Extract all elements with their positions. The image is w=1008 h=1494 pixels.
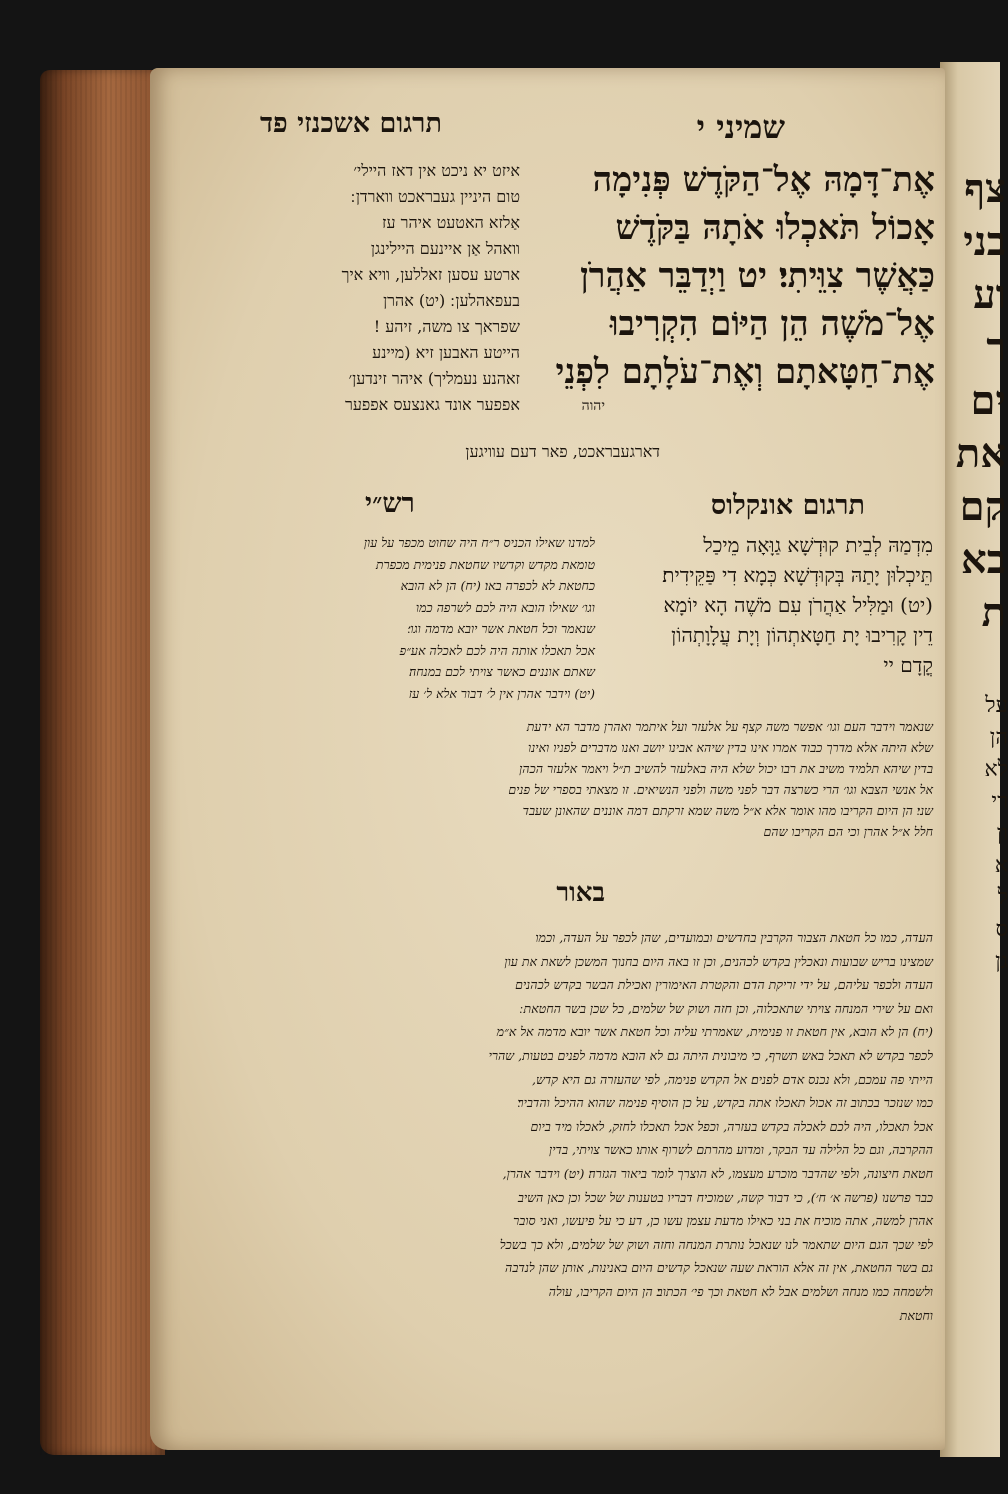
rashi-line: וגו׳ שאילו הובא היה לכם לשרפה כמו xyxy=(415,599,595,615)
facing-page-text-line: א xyxy=(994,853,1008,878)
torah-text-line: אֶל־מֹשֶׁה הֵן הַיּוֹם הִקְרִיבוּ xyxy=(609,304,935,344)
biur-line: לכפר בקדש לא תאכל באש תשרף, כי מיבונית היתה גם לא הובא מדמה לפנים בטעות, שהרי xyxy=(488,1047,933,1063)
torah-text-line: אֶת־חַטָּאתָם וְאֶת־עֹלָתָם לִפְנֵי xyxy=(555,352,935,392)
facing-page-text-line: בני xyxy=(963,218,1006,265)
facing-page-text-line: ל xyxy=(997,885,1008,910)
onkelos-block xyxy=(603,530,933,680)
rashi-line: שנאמר וכל חטאת אשר יובא מדמה וגו׳׃ xyxy=(407,621,595,636)
facing-page-text-line: ס xyxy=(995,917,1008,942)
rashi-line: בדין שיהא תלמיד משיב את רבו יכול שלא היה באלעזר להשיב ת״ל ויאמר אלעזר הכהן xyxy=(519,761,933,776)
facing-page-text-line: וע xyxy=(973,271,1006,318)
biur-line: העדה ולכפר עליהם, על ידי זריקת הדם והקטרת האימורין ואכילת הבשר בקדש לכהנים xyxy=(515,977,933,993)
rashi-line: טומאת מקדש וקדשיו שחטאת פנימית מכפרת xyxy=(375,556,595,572)
biur-line: כמו שנזכר בכתוב זה אכול תאכלו אתה בקדש, על כן הוסיף פנימה שהוא ההיכל והדביר׃ xyxy=(517,1095,933,1111)
rashi-line: כחטאת לא לכפרה באו׃ (יח) הן לא הובא xyxy=(400,578,595,593)
german-translation-line: טום היניין געבראכט װארדן ׃ xyxy=(350,187,520,206)
facing-page-text-line: ר xyxy=(986,324,1006,371)
biur-line: אהרן למשה, אתה מוכיח את בני כאילו מדעת עצמן עשו כן, דע כי על פיעשו, ואני סובר xyxy=(513,1213,933,1229)
biur-line: גם בשר החטאת, אין זה אלא הוראת שעה שנאכל קדשים היום באנינות, אותן שהן לנדבה xyxy=(505,1260,933,1276)
rashi-line: אל אנשי הצבא וגו׳ הרי כשרצה דבר לפני משה ולפני הנשיאים. זו מצאתי בספרי של פנים xyxy=(508,782,933,797)
rashi-line: שאתם אוננים׃ כאשר צויתי לכם במנחה׃ xyxy=(408,664,595,679)
biur-line: הייתי פה עמכם, ולא נכנס אדם לפנים׃ אל הקדש פנימה, לפי שהעזרה גם היא קדש, xyxy=(532,1071,933,1087)
biur-line: אכל תאכלו, היה לכם לאכלה בקדש בעזרה, וכפל אכל תאכלו לחזק, לאכלו מיד ביום xyxy=(530,1118,933,1134)
biur-line: ואם על שירי המנחה צויתי שתאכלוה, וכן חזה ושוק של שלמים, כל שכן בשר החטאת ׃ xyxy=(519,1000,933,1016)
german-translation-line: אפפער אונד גאנצעס אפפער xyxy=(344,395,520,414)
german-translation-line: בעפאהלען ׃ (יט) אהרן xyxy=(383,291,520,310)
facing-page-text-line: את xyxy=(955,430,1006,477)
onkelos-line: (יט) וּמַלִּיל אַהֲרֹן עִם מֹשֶׁה הָא יוֹמָא xyxy=(663,593,933,617)
facing-page-text-line: הן xyxy=(989,725,1008,750)
facing-page xyxy=(940,62,1008,1457)
facing-page-text-line: ון xyxy=(996,821,1008,846)
biur-line: העדה, כמו כל חטאת הצבור הקרבין בחדשים ובמועדים, שהן לכפר על העדה, וכמו xyxy=(535,930,933,945)
book-page xyxy=(150,68,945,1450)
rashi-line: שנאמר וידבר העם וגו׳ אפשר משה קצף על אלעזר ועל איתמר ואהרן מדבר הא ידעת xyxy=(526,719,933,734)
facing-page-text-line: גן xyxy=(995,949,1008,974)
page-title: תרגום אשכנזי פד xyxy=(260,108,442,139)
biur-block xyxy=(243,926,933,1327)
german-translation-tail: דארגעבראכט, פאר דעם עװיגען xyxy=(465,442,660,461)
book-page-edges xyxy=(40,70,165,1455)
rashi-line: אכל תאכלו אותה היה לכם לאכלה אע״פ xyxy=(399,642,595,658)
parsha-header: שמיני י xyxy=(696,108,785,146)
rashi-full-width-block xyxy=(243,716,933,842)
biur-line: (יח) הן לא הובא, אין חטאת זו פנימית, שאמרתי עליה וכל חטאת אשר יובא מדמה אל א״מ xyxy=(496,1024,933,1040)
torah-text-block xyxy=(515,156,935,396)
rashi-line: חלל א״ל אהרן וכי הם הקריבו שהם xyxy=(763,824,933,839)
biur-line: וחטאת xyxy=(899,1307,933,1323)
german-translation-line: ארטע עסען זאללען, װיא איך xyxy=(341,265,520,284)
biur-line: שמצינו בריש שבועות ונאכלין בקדש לכהנים, וכן זו באה היום בחנוך המשכן לשאת את עון xyxy=(504,953,933,969)
biur-heading: באור xyxy=(556,878,605,908)
facing-page-text-line: ים xyxy=(970,377,1006,424)
torah-text-line: אֶת־דָּמָהּ אֶל־הַקֹּדֶשׁ פְּנִימָה xyxy=(592,160,935,200)
german-translation-line: אַלזא האטעט איהר עז xyxy=(382,213,520,232)
onkelos-line: קֳדָם יי xyxy=(883,653,933,677)
rashi-heading: רש״י xyxy=(365,488,415,519)
onkelos-line: מִדְמַהּ לְבֵית קוּדְשָׁא גַוָּאָה מֵיכַל xyxy=(703,533,933,557)
facing-page-text-line: לא xyxy=(984,757,1008,782)
facing-page-text-line: על xyxy=(985,693,1008,718)
biur-line: ולשמחה כמו מנחה ושלמים אבל לא חטאת וכך פי׳ הכתוב׃ הן היום הקריבו, עולה xyxy=(548,1283,933,1299)
rashi-line: (יט) וידבר אהרן אין ל׳ דבור אלא ל׳ עז xyxy=(408,685,595,701)
rashi-line: שני׃ הן היום הקריבו מהו אומר אלא א״ל משה שמא זרקתם דמה אוננים שהאונן שעבד xyxy=(522,803,933,818)
biur-line: לפי שכך הגם היום שתאמר לנו שנאכל נותרת המנחה וחזה ושוק של שלמים, ולא כך בשכל xyxy=(499,1236,933,1252)
biur-line: כבר פרשנו (פרשה א׳ ח׳), כי דבור קשה, שמוכיח דבריו בטענות של שכל וכן כאן השיב xyxy=(517,1189,933,1205)
biur-line: ההקרבה, וגם כל הלילה עד הבקר, ומדוע מהרתם לשרוף אותו׃ כאשר צויתי, בדין xyxy=(549,1142,933,1158)
facing-page-text-line: רי xyxy=(991,789,1008,814)
german-translation-line: װאהל אַן איינעם היילינגן xyxy=(370,239,520,258)
german-translation-line: שפראך צו משה, זיהע ! xyxy=(373,317,520,336)
german-translation-block xyxy=(250,158,520,418)
onkelos-heading: תרגום אונקלוס xyxy=(710,490,865,521)
facing-page-text-line: בא xyxy=(961,536,1006,583)
torah-text-line: כַּאֲשֶׁר צִוֵּיתִי׃ יט וַיְדַבֵּר אַהֲרֹן xyxy=(580,256,935,296)
rashi-line: למדנו שאילו הכניס ר״ח היה שחוט מכפר על עון xyxy=(363,535,595,550)
german-translation-line: איזט יא ניכט אין דאז היילי׳ xyxy=(353,161,520,180)
facing-page-text-line: קם xyxy=(959,483,1006,530)
rashi-column-block xyxy=(250,532,595,704)
rashi-line: שלא היתה אלא מדרך כבוד אמרו אינו בדין שיהא אבינו יושב ואנו מדברים לפניו ואינו xyxy=(528,740,933,755)
german-translation-line: הייטע האבען זיא (מיינע xyxy=(372,343,520,362)
facing-page-text-line: צף xyxy=(964,165,1006,212)
onkelos-line: תֵּיכְלוּן יָתַהּ בְּקוּדְשָׁא כְּמָא דִי פַּקֵּידִית׃ xyxy=(662,563,933,587)
divine-name: יהוה xyxy=(581,398,605,414)
german-translation-line: זאהנע נעמליך) איהר זינדען׳ xyxy=(348,369,520,388)
onkelos-line: דֵין קָרִיבוּ יָת חַטָּאתְהוֹן וְיָת עֲלָוָתְהוֹן xyxy=(671,623,933,647)
torah-text-line: אָכוֹל תֹּאכְלוּ אֹתָהּ בַּקֹּדֶשׁ xyxy=(615,208,935,248)
facing-page-text-line: ת xyxy=(981,589,1006,636)
biur-line: חטאת חיצונה, ולפי שהדבר מוכרע מעצמו, לא הוצרך לומר ביאור הגזרה׃ (יט) וידבר אהרן, xyxy=(502,1165,933,1181)
